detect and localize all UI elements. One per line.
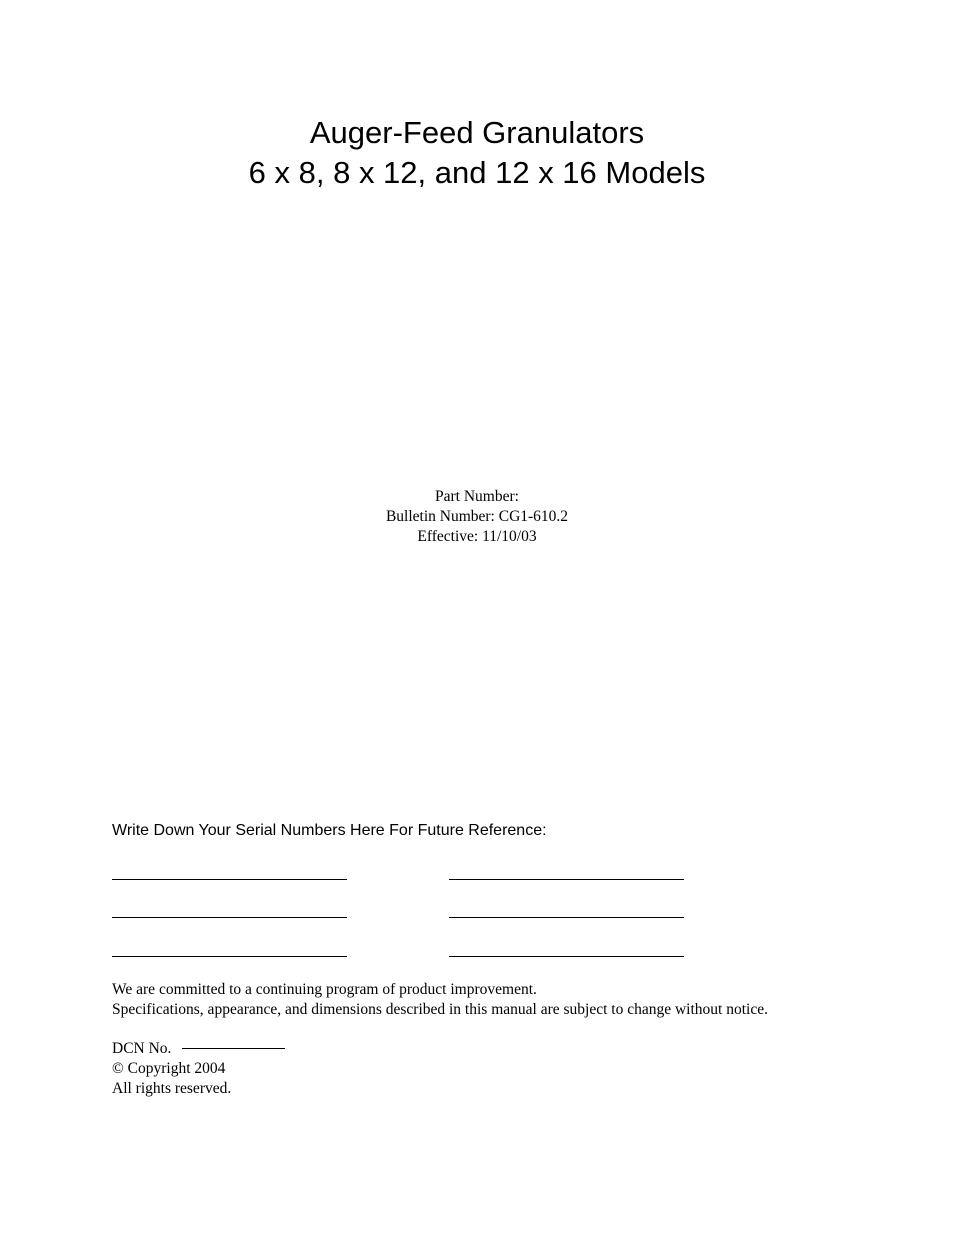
serial-number-blank	[449, 956, 684, 957]
part-info-block	[0, 487, 954, 547]
document-title	[0, 113, 954, 193]
dcn-label: DCN No.	[112, 1040, 172, 1057]
copyright-notice: © Copyright 2004	[112, 1060, 226, 1077]
effective-date: Effective: 11/10/03	[417, 528, 537, 545]
serial-number-blank	[449, 917, 684, 918]
dcn-number-blank	[182, 1048, 285, 1049]
serial-number-blank	[112, 917, 347, 918]
notice-line-commitment: We are committed to a continuing program of product improvement.	[112, 981, 537, 998]
footer-block	[112, 1039, 285, 1099]
serial-number-blank	[112, 956, 347, 957]
serial-numbers-heading: Write Down Your Serial Numbers Here For Future Reference:	[112, 822, 547, 839]
part-number-label: Part Number:	[435, 488, 519, 505]
improvement-notice	[112, 980, 768, 1020]
bulletin-number: Bulletin Number: CG1-610.2	[385, 508, 569, 525]
rights-reserved: All rights reserved.	[112, 1080, 232, 1097]
serial-number-blank	[449, 879, 684, 880]
dcn-row	[112, 1039, 285, 1059]
serial-number-blank	[112, 879, 347, 880]
notice-line-specifications: Specifications, appearance, and dimensions described in this manual are subject to change without notice.	[112, 1001, 768, 1018]
title-line-models: 6 x 8, 8 x 12, and 12 x 16 Models	[248, 155, 706, 190]
title-line-product: Auger-Feed Granulators	[309, 115, 645, 150]
